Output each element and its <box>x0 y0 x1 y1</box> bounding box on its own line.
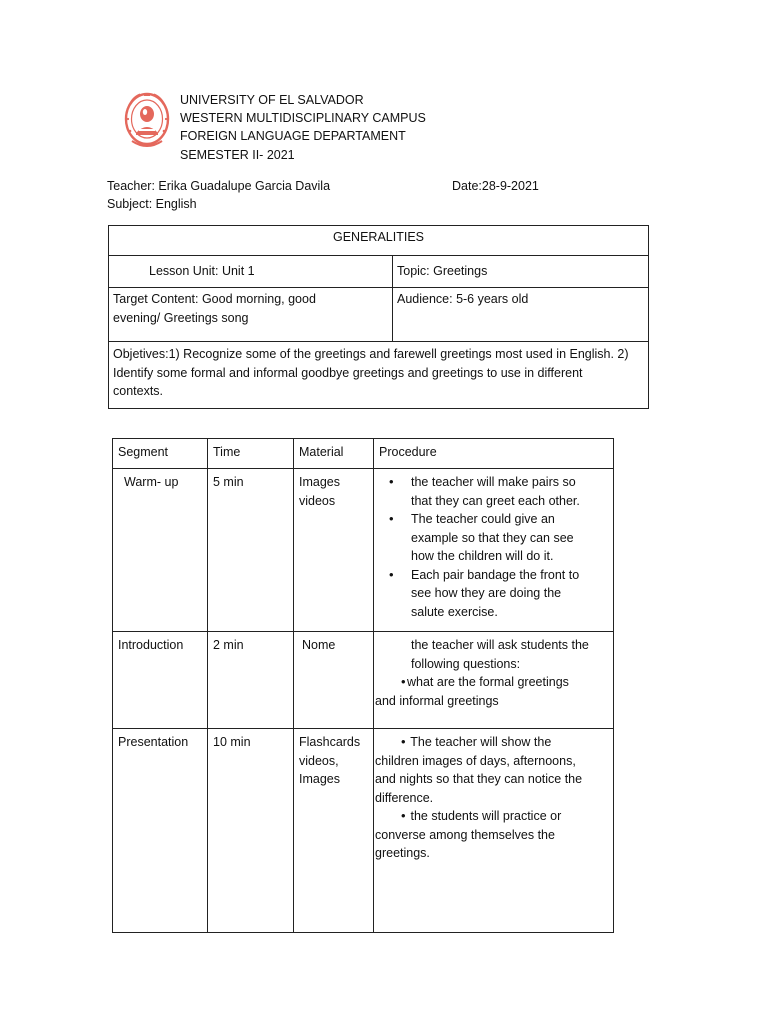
time-cell: 10 min <box>208 729 294 933</box>
table-row <box>113 469 614 632</box>
procedure-bullet: • The teacher could give an example so that they can see how the children will do it. <box>379 510 608 566</box>
university-seal-logo <box>122 89 172 153</box>
generalities-table <box>108 225 649 409</box>
procedure-bullet: • Each pair bandage the front to see how they are doing the salute exercise. <box>379 566 608 622</box>
procedure-bullet: • the teacher will make pairs so that they can greet each other. <box>379 473 608 510</box>
header-procedure: Procedure <box>374 439 614 469</box>
segment-cell: Introduction <box>113 632 208 729</box>
procedure-intro: the teacher will ask students the following questions: <box>411 638 589 671</box>
date-line: Date:28-9-2021 <box>452 179 539 193</box>
material-cell: Flashcards videos, Images <box>294 729 374 933</box>
header-time: Time <box>208 439 294 469</box>
teacher-line: Teacher: Erika Guadalupe Garcia Davila <box>107 179 331 193</box>
topic: Topic: Greetings <box>393 256 649 288</box>
segment-cell: Warm- up <box>113 469 208 632</box>
procedure-cell <box>374 469 614 632</box>
procedure-cell <box>374 729 614 933</box>
segment-cell: Presentation <box>113 729 208 933</box>
university-name: UNIVERSITY OF EL SALVADOR <box>180 93 364 107</box>
semester: SEMESTER II- 2021 <box>180 148 295 162</box>
procedure-bullet: • The teacher will show the children images of days, afternoons, and nights so that they can notice the difference. <box>391 733 608 807</box>
header-material: Material <box>294 439 374 469</box>
table-row <box>113 632 614 729</box>
material-cell: Nome <box>294 632 374 729</box>
lesson-plan-table <box>112 438 614 933</box>
objectives: Objetives:1) Recognize some of the greetings and farewell greetings most used in English. 2) Identify some formal and informal goodbye greetings and greetings to use in different contexts. <box>109 342 649 409</box>
header-segment: Segment <box>113 439 208 469</box>
audience: Audience: 5-6 years old <box>393 288 649 342</box>
procedure-bullet: • the students will practice or converse among themselves the greetings. <box>391 807 608 863</box>
procedure-cell <box>374 632 614 729</box>
lesson-unit: Lesson Unit: Unit 1 <box>109 256 393 288</box>
department-name: FOREIGN LANGUAGE DEPARTAMENT <box>180 129 406 143</box>
material-cell: Images videos <box>294 469 374 632</box>
campus-name: WESTERN MULTIDISCIPLINARY CAMPUS <box>180 111 426 125</box>
time-cell: 2 min <box>208 632 294 729</box>
target-content: Target Content: Good morning, good evening/ Greetings song <box>109 288 393 342</box>
generalities-title: GENERALITIES <box>109 226 649 256</box>
table-header-row <box>113 439 614 469</box>
table-row <box>113 729 614 933</box>
time-cell: 5 min <box>208 469 294 632</box>
subject-line: Subject: English <box>107 197 197 211</box>
procedure-bullet: • what are the formal greetings and informal greetings <box>391 673 608 710</box>
